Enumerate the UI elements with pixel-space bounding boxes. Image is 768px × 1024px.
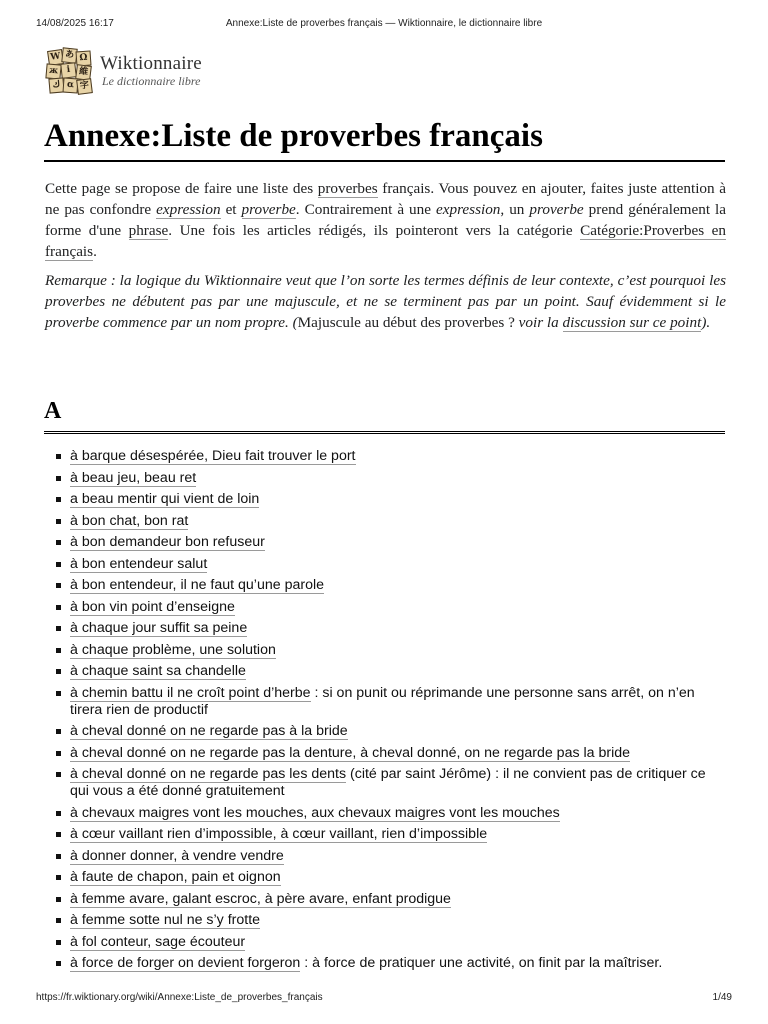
logo-wordmark bbox=[100, 54, 202, 89]
remark-text: Remarque : la logique du Wiktionnaire veut que l’on sorte les termes définis de leur contexte, c’est pourquoi les proverbes ne débutent pas par une majuscule, et ne se terminent pas par un point. Sauf évidemment si le proverbe commence par un nom propre. ( bbox=[45, 272, 726, 331]
proverb-definition: (cité par saint Jérôme) : il ne convient pas de critiquer ce qui vous a été donné gratuitement bbox=[70, 766, 706, 799]
print-datetime: 14/08/2025 16:17 bbox=[36, 18, 114, 29]
print-page-number: 1/49 bbox=[712, 992, 732, 1003]
list-item bbox=[56, 470, 716, 487]
list-item bbox=[56, 826, 716, 843]
logo-tile: あ bbox=[61, 47, 77, 63]
proverb-link[interactable]: à donner donner, à vendre vendre bbox=[70, 847, 284, 864]
proverb-link[interactable]: à femme avare, galant escroc, à père avare, enfant prodigue bbox=[70, 890, 451, 907]
logo-tile: α bbox=[62, 77, 78, 93]
list-item bbox=[56, 663, 716, 680]
proverb-link[interactable]: à femme sotte nul ne s’y frotte bbox=[70, 912, 261, 928]
list-item bbox=[56, 934, 716, 951]
intro-text: prend généralement la forme d'une bbox=[45, 201, 727, 239]
logo-tile: Ω bbox=[75, 50, 91, 66]
list-item bbox=[56, 534, 716, 551]
link-expression[interactable]: expression bbox=[156, 201, 221, 218]
print-footer bbox=[36, 992, 732, 1006]
section-heading-a: A bbox=[44, 396, 725, 434]
proverb-definition: : à force de pratiquer une activité, on finit par la maîtriser. bbox=[300, 955, 663, 971]
intro-text: français. Vous pouvez en ajouter, faites juste attention à ne pas confondre bbox=[45, 180, 726, 218]
list-item bbox=[56, 848, 716, 865]
proverb-link[interactable]: à bon chat, bon rat bbox=[70, 512, 189, 529]
proverbs-list bbox=[56, 448, 716, 977]
proverb-link[interactable]: à chemin battu il ne croît point d’herbe bbox=[70, 684, 311, 701]
remark-text: ). bbox=[701, 314, 711, 331]
list-item bbox=[56, 620, 716, 637]
print-header bbox=[36, 18, 732, 32]
proverb-link[interactable]: à chaque saint sa chandelle bbox=[70, 663, 246, 679]
list-item bbox=[56, 491, 716, 508]
intro-content bbox=[45, 178, 726, 341]
list-item bbox=[56, 448, 716, 465]
proverb-link[interactable]: à chevaux maigres vont les mouches, aux chevaux maigres vont les mouches bbox=[70, 804, 560, 821]
intro-text: . bbox=[93, 243, 97, 260]
logo-tile: ك bbox=[48, 77, 64, 93]
remark-paragraph bbox=[45, 270, 726, 333]
proverb-link[interactable]: à faute de chapon, pain et oignon bbox=[70, 869, 281, 885]
link-category[interactable]: Catégorie:Proverbes en français bbox=[45, 222, 726, 260]
proverb-link[interactable]: à barque désespérée, Dieu fait trouver le port bbox=[70, 448, 356, 464]
list-item bbox=[56, 745, 716, 762]
page-title: Annexe:Liste de proverbes français bbox=[44, 116, 725, 162]
proverb-link[interactable]: à beau jeu, beau ret bbox=[70, 469, 197, 486]
list-item bbox=[56, 955, 716, 972]
link-proverbes[interactable]: proverbes bbox=[317, 180, 378, 197]
intro-text: . Une fois les articles rédigés, ils pointeront vers la catégorie bbox=[168, 222, 581, 239]
proverb-link[interactable]: à bon entendeur salut bbox=[70, 555, 208, 572]
logo-tile: ж bbox=[45, 63, 61, 79]
list-item bbox=[56, 912, 716, 929]
proverb-link[interactable]: à chaque jour suffit sa peine bbox=[70, 620, 248, 636]
intro-text: . Contrairement à une bbox=[295, 201, 436, 218]
logo-tile: 字 bbox=[76, 78, 93, 95]
logo-tile: W bbox=[47, 49, 64, 66]
link-discussion[interactable]: discussion sur ce point bbox=[562, 314, 702, 331]
intro-text: et bbox=[220, 201, 242, 218]
remark-text: voir la bbox=[514, 314, 563, 331]
emphasis-expression: expression bbox=[436, 201, 501, 218]
intro-text: , un bbox=[500, 201, 530, 218]
list-item bbox=[56, 869, 716, 886]
list-item bbox=[56, 642, 716, 659]
proverb-link[interactable]: à force de forger on devient forgeron bbox=[70, 955, 301, 971]
remark-text: Majuscule au début des proverbes ? bbox=[297, 314, 515, 331]
proverb-link[interactable]: à bon demandeur bon refuseur bbox=[70, 534, 265, 550]
proverb-link[interactable]: à cheval donné on ne regarde pas la denture, à cheval donné, on ne regarde pas la bride bbox=[70, 744, 631, 761]
proverb-link[interactable]: à chaque problème, une solution bbox=[70, 641, 276, 658]
list-item bbox=[56, 513, 716, 530]
link-phrase[interactable]: phrase bbox=[128, 222, 169, 239]
proverb-link[interactable]: à cœur vaillant rien d’impossible, à cœur vaillant, rien d’impossible bbox=[70, 826, 488, 842]
print-page-title: Annexe:Liste de proverbes français — Wiktionnaire, le dictionnaire libre bbox=[225, 18, 543, 29]
list-item bbox=[56, 766, 716, 800]
logo-tile: 維 bbox=[75, 64, 92, 81]
print-url: https://fr.wiktionary.org/wiki/Annexe:Liste_de_proverbes_français bbox=[36, 992, 323, 1003]
site-logo[interactable] bbox=[46, 48, 202, 94]
proverb-link[interactable]: a beau mentir qui vient de loin bbox=[70, 491, 260, 507]
intro-text: Cette page se propose de faire une liste des bbox=[45, 180, 318, 197]
proverb-link[interactable]: à cheval donné on ne regarde pas les dents bbox=[70, 766, 347, 782]
list-item bbox=[56, 685, 716, 719]
proverb-link[interactable]: à bon vin point d’enseigne bbox=[70, 598, 235, 615]
list-item bbox=[56, 556, 716, 573]
logo-name: Wiktionnaire bbox=[100, 52, 202, 74]
list-item bbox=[56, 723, 716, 740]
proverb-definition: : si on punit ou réprimande une personne sans arrêt, on n’en tirera rien de productif bbox=[70, 684, 695, 718]
logo-tile: i bbox=[60, 62, 76, 78]
list-item bbox=[56, 805, 716, 822]
list-item bbox=[56, 577, 716, 594]
proverb-link[interactable]: à cheval donné on ne regarde pas à la bride bbox=[70, 723, 348, 739]
proverb-link[interactable]: à bon entendeur, il ne faut qu’une parole bbox=[70, 577, 325, 593]
proverb-link[interactable]: à fol conteur, sage écouteur bbox=[70, 933, 246, 950]
emphasis-proverbe: proverbe bbox=[529, 201, 584, 218]
list-item bbox=[56, 891, 716, 908]
logo-tagline: Le dictionnaire libre bbox=[102, 73, 201, 88]
list-item bbox=[56, 599, 716, 616]
intro-paragraph bbox=[45, 178, 726, 262]
wiktionary-tiles-icon bbox=[46, 48, 92, 94]
link-proverbe[interactable]: proverbe bbox=[241, 201, 296, 218]
